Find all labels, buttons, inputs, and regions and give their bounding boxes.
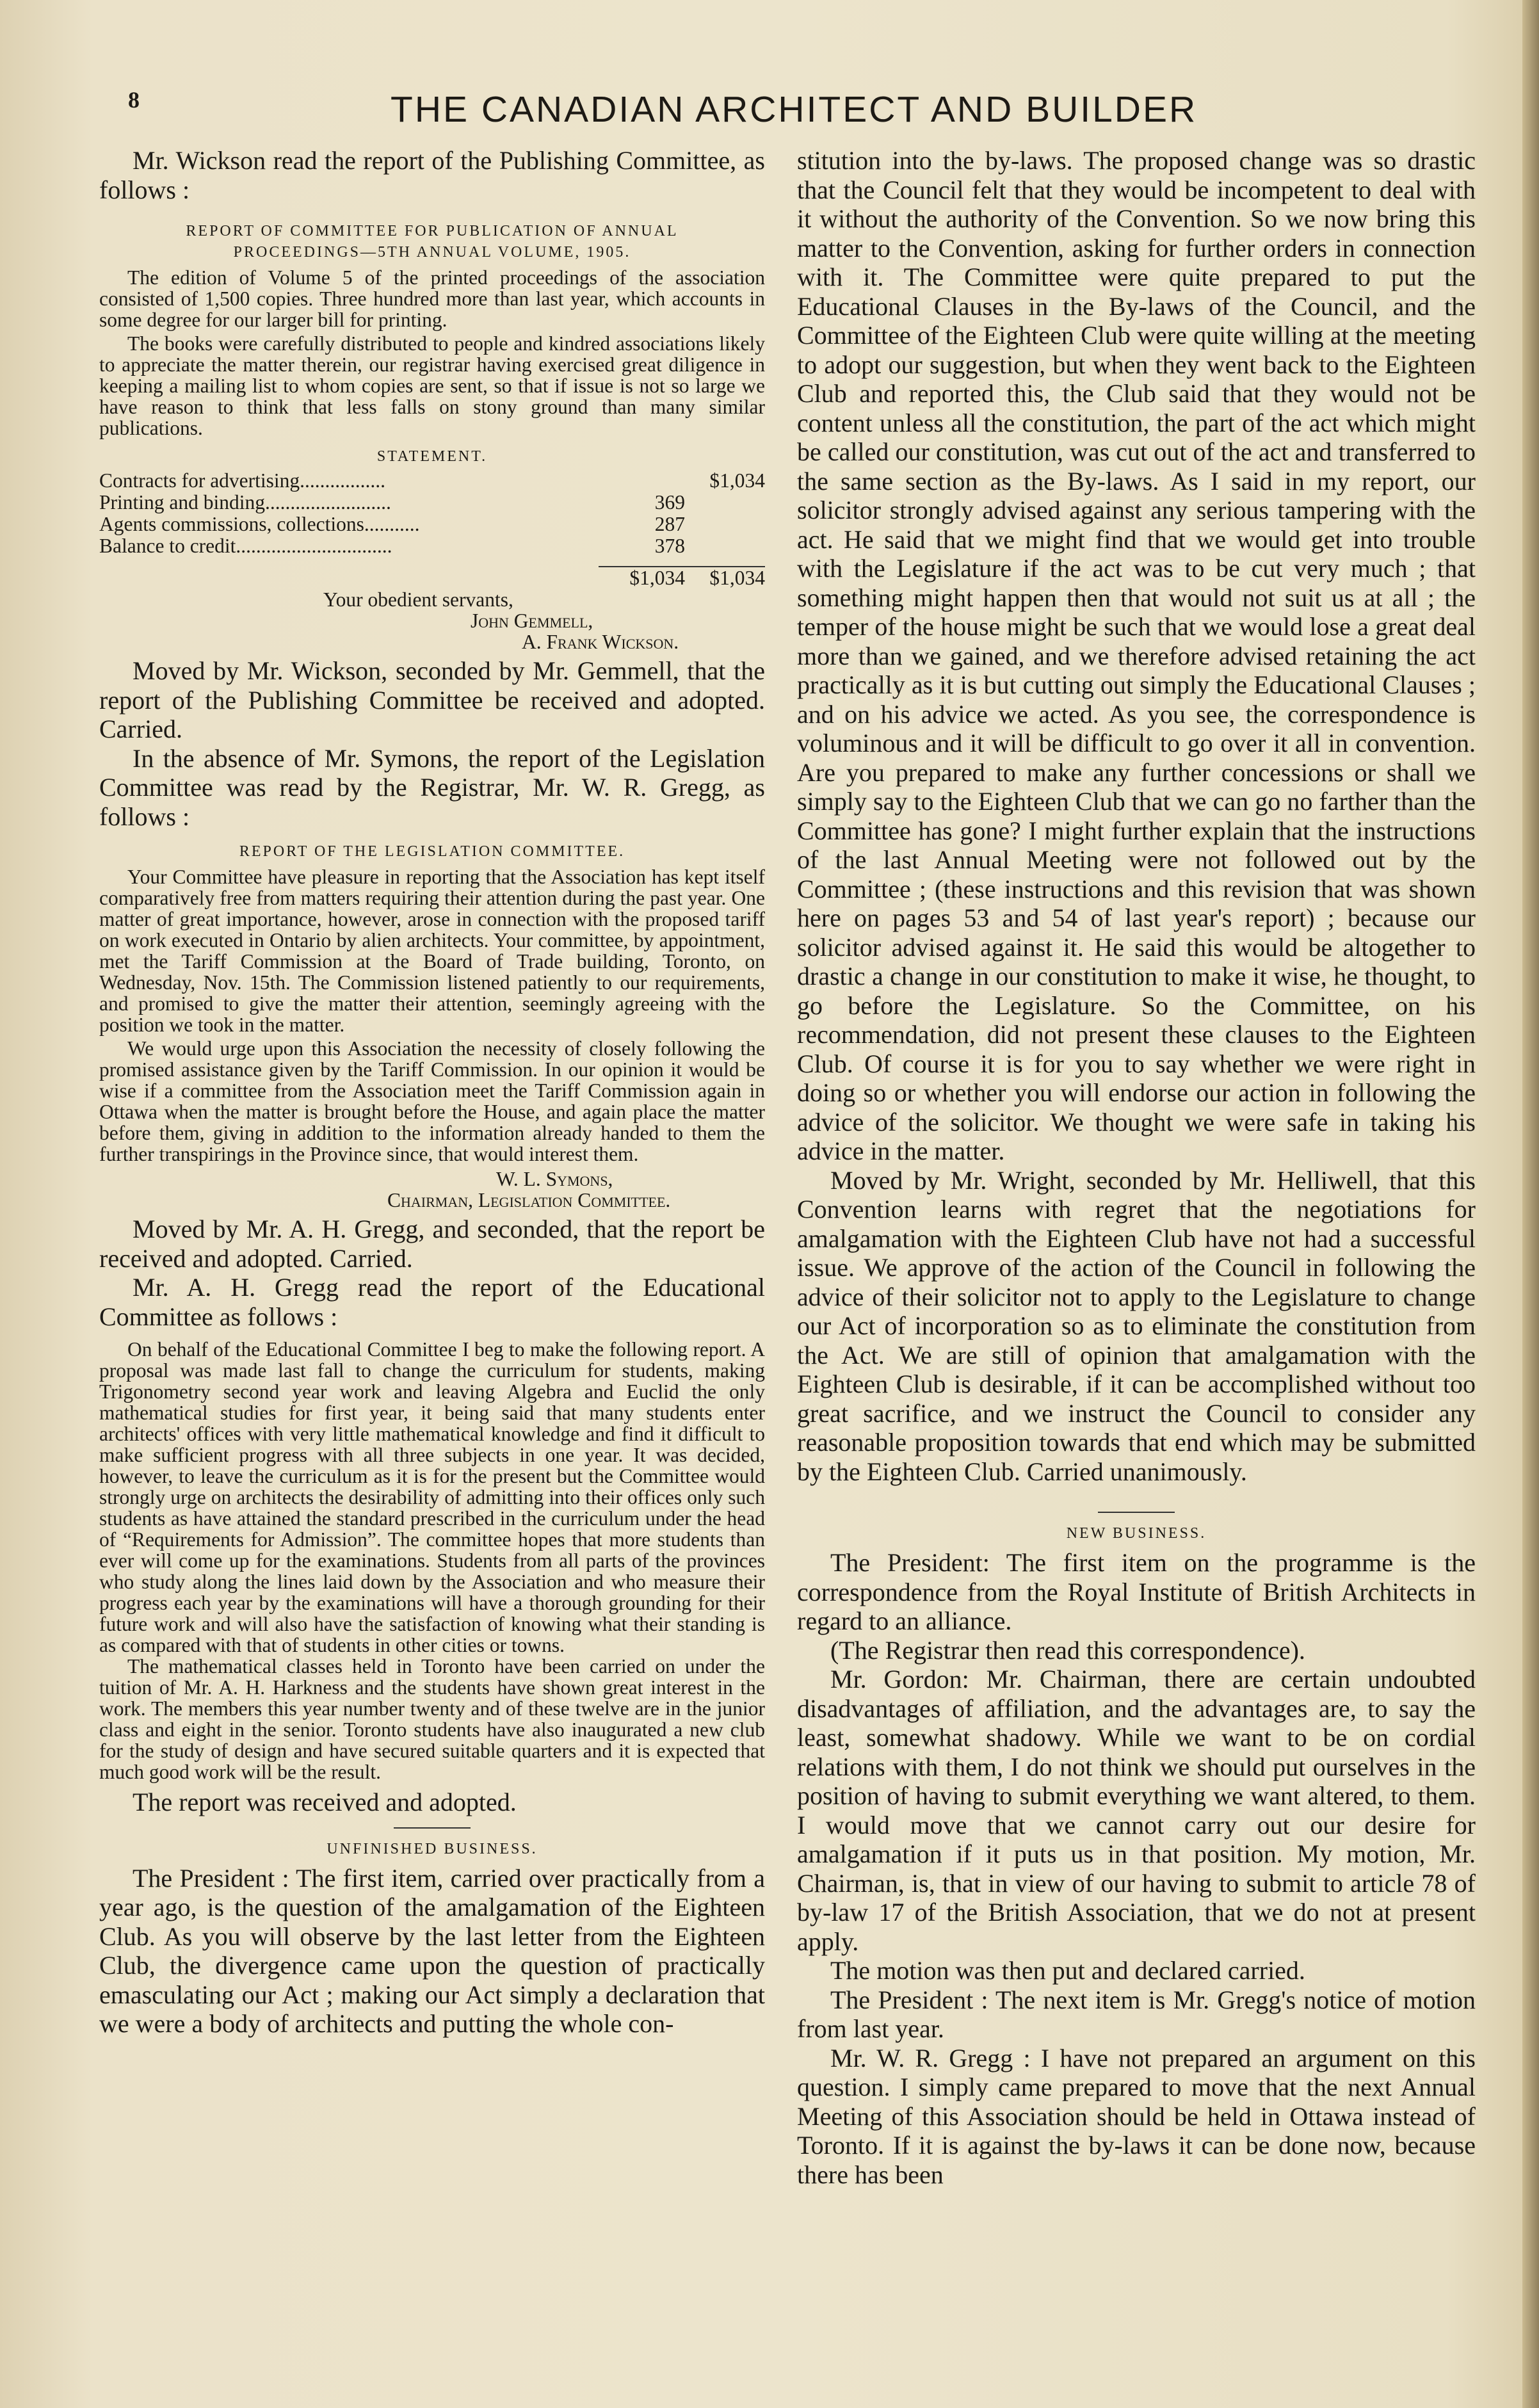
divider — [1098, 1512, 1175, 1513]
paragraph: stitution into the by-laws. The proposed change was so drastic that the Council felt that they would be incompetent to deal with it without the authority of the Convention. So we now bring this matter to the Convention, asking for further orders in connection with it. The Committee were quite prepared to put the Educational Clauses in the By-laws of the Council, and the Committee of the Eighteen Club were quite willing at the meeting to adopt our suggestion, but when they went back to the Eighteen Club and reported this, the Club said that they would not be content unless all the constitution, the part of the act which might be called our constitution, was cut out of the act and transferred to the same section as the By-laws. As I said in my report, our solicitor strongly advised against any serious tampering with the act. He said that we might find that we would get into trouble with the Legislature if the act was to be cut very much ; that something might happen then that would not suit us at all ; the temper of the house might be such that we would lose a great deal more than we gained, and we therefore advised retaining the act practically as it is but cutting out simply the Educational Clauses ; and on his advice we acted. As you see, the correspondence is voluminous and it will be difficult to go over it all in convention. Are you prepared to make any further concessions or shall we simply say to the Eighteen Club that we can go no farther than the Committee has gone? I might further explain that the instructions of the last Annual Meeting were not followed out by the Committee ; (these instructions and this revision that was shown here on pages 53 and 54 of last year's report) ; because our solicitor advised against it. He said this would be altogether to drastic a change in our constitution to make it wise, he thought, to go before the Legislature. So the Committee, on his recommendation, did not present these clauses to the Eighteen Club. Of course it is for you to say whether we were right in doing so or whether you will endorse our action in following the advice of the solicitor. We thought we were safe in taking his advice in the matter. — [797, 146, 1476, 1165]
paragraph: In the absence of Mr. Symons, the report of the Legislation Committee was read by the Registrar, Mr. W. R. Gregg, as follows : — [99, 743, 765, 831]
statement-row: Contracts for advertising................. $1,034 — [99, 469, 765, 492]
statement-table — [99, 470, 765, 589]
paragraph: Moved by Mr. Wickson, seconded by Mr. Gemmell, that the report of the Publishing Committee be received and adopted. Carried. — [99, 656, 765, 743]
page-number: 8 — [128, 87, 140, 113]
paragraph: The motion was then put and declared carried. — [830, 1956, 1305, 1985]
paragraph: The edition of Volume 5 of the printed proceedings of the association consisted of 1,500 copies. Three hundred more than last year, which accounts in some degree for our larger bill for printing. — [99, 266, 765, 331]
right-column — [797, 146, 1476, 2189]
statement-row: Balance to credit............................... 378 — [99, 535, 685, 557]
section-heading: REPORT OF COMMITTEE FOR PUBLICATION OF ANNUAL PROCEEDINGS—5TH ANNUAL VOLUME, 1905. — [186, 223, 679, 261]
paragraph: The President : The first item, carried over practically from a year ago, is the question of the amalgamation of the Eighteen Club. As you will observe by the last letter from the Eighteen Club, the divergence came upon the question of practically emasculating our Act ; making our Act simply a declaration that we were a body of architects and putting the whole con- — [99, 1863, 765, 2038]
paragraph: We would urge upon this Association the necessity of closely following the promised assistance given by the Tariff Commission. In our opinion it would be wise if a committee from the Association meet the Tariff Commission again in Ottawa when the matter is brought before the House, and again place the matter before them, giving in addition to the information already handed to them the further transpirings in the Province since, that would interest them. — [99, 1037, 765, 1165]
signature: Chairman, Legislation Committee. — [387, 1189, 671, 1211]
paragraph: The report was received and adopted. — [133, 1788, 517, 1816]
signature: A. Frank Wickson. — [522, 631, 679, 653]
left-column — [99, 146, 765, 2039]
statement-heading: STATEMENT. — [376, 448, 488, 465]
paragraph: Mr. Wickson read the report of the Publishing Committee, as follows : — [99, 146, 765, 204]
statement-total: $1,034 $1,034 — [99, 566, 765, 589]
paragraph: The books were carefully distributed to people and kindred associations likely to appreciate the matter therein, our registrar having exercised great diligence in keeping a mailing list to whom copies are sent, so that if issue is not so large we have reason to think that less falls on stony ground than many similar publications. — [99, 332, 765, 439]
paragraph: Moved by Mr. Wright, seconded by Mr. Helliwell, that this Convention learns with regret that the negotiations for amalgamation with the Eighteen Club have not had a successful issue. We approve of the action of the Council in following the advice of their solicitor not to apply to the Legislature to change our Act of incorporation so as to eliminate the constitution from the Act. We are still of opinion that amalgamation with the Eighteen Club is desirable, if it can be accomplished without too great sacrifice, and we instruct the Council to consider any reasonable proposition towards that end which may be submitted by the Eighteen Club. Carried unanimously. — [797, 1165, 1476, 1486]
paragraph: Moved by Mr. A. H. Gregg, and seconded, that the report be received and adopted. Carried. — [99, 1215, 765, 1273]
statement-row: Agents commissions, collections........... 287 — [99, 513, 685, 535]
closing: Your obedient servants, — [323, 588, 513, 611]
signature: John Gemmell, — [471, 610, 593, 632]
section-heading: NEW BUSINESS. — [1066, 1525, 1207, 1542]
statement-row: Printing and binding......................... 369 — [99, 491, 685, 513]
signature: W. L. Symons, — [496, 1168, 613, 1190]
divider — [394, 1827, 471, 1829]
paragraph: Mr. A. H. Gregg read the report of the Educational Committee as follows : — [99, 1273, 765, 1331]
paragraph: Mr. Gordon: Mr. Chairman, there are certain undoubted disadvantages of affiliation, and the advantages are, to say the least, somewhat shadowy. While we want to be on cordial relations with them, I do not think we should put ourselves in the position of having to submit everything we want altered, to them. I would move that we cannot carry out our desire for amalgamation if it puts us in that position. My motion, Mr. Chairman, is, that in view of our having to submit to article 78 of by-law 17 of the British Association, that we do not at present apply. — [797, 1665, 1476, 1956]
paragraph: The President : The next item is Mr. Gregg's notice of motion from last year. — [797, 1985, 1476, 2043]
page-edge — [1522, 0, 1539, 2408]
paragraph: The mathematical classes held in Toronto have been carried on under the tuition of Mr. A. H. Harkness and the students have shown great interest in the work. The members this year number twenty and of these twelve are in the junior class and eight in the senior. Toronto students have also inaugurated a new club for the study of design and have secured suitable quarters and it is expected that much good work will be the result. — [99, 1655, 765, 1783]
paragraph: On behalf of the Educational Committee I beg to make the following report. A proposal was made last fall to change the curriculum for students, making Trigonometry second year work and leaving Algebra and Euclid the only mathematical studies for first year, it being said that many students enter architects' offices with very little mathematical knowledge and find it difficult to make sufficient progress with all three subjects in one year. It was decided, however, to leave the curriculum as it is for the present but the Committee would strongly urge on architects the desirability of admitting into their offices only such students as have attained the standard prescribed in the curriculum under the head of “Requirements for Admission”. The committee hopes that more students than ever will come up for the examinations. Students from all parts of the provinces who study along the lines laid down by the Association and who measure their progress each year by the examinations will have a thorough grounding for their future work and will also have the satisfaction of knowing what their standing is as compared with that of students in other cities or towns. — [99, 1338, 765, 1656]
section-heading: UNFINISHED BUSINESS. — [326, 1840, 538, 1857]
section-heading: REPORT OF THE LEGISLATION COMMITTEE. — [239, 843, 625, 860]
paragraph: The President: The first item on the programme is the correspondence from the Royal Institute of British Architects in regard to an alliance. — [797, 1548, 1476, 1635]
running-head: THE CANADIAN ARCHITECT AND BUILDER — [391, 89, 1198, 130]
paragraph: (The Registrar then read this correspondence). — [830, 1635, 1305, 1665]
paragraph: Your Committee have pleasure in reporting that the Association has kept itself comparatively free from matters requiring their attention during the past year. One matter of great importance, however, arose in connection with the proposed tariff on work executed in Ontario by alien architects. Your committee, by appointment, met the Tariff Commission at the Board of Trade building, Toronto, on Wednesday, Nov. 15th. The Commission listened patiently to our requirements, and promised to give the matter their attention, seemingly agreeing with the position we took in the matter. — [99, 866, 765, 1036]
paragraph: Mr. W. R. Gregg : I have not prepared an argument on this question. I simply came prepared to move that the next Annual Meeting of this Association should be held in Ottawa instead of Toronto. If it is against the by-laws it can be done now, because there has been — [797, 2043, 1476, 2189]
